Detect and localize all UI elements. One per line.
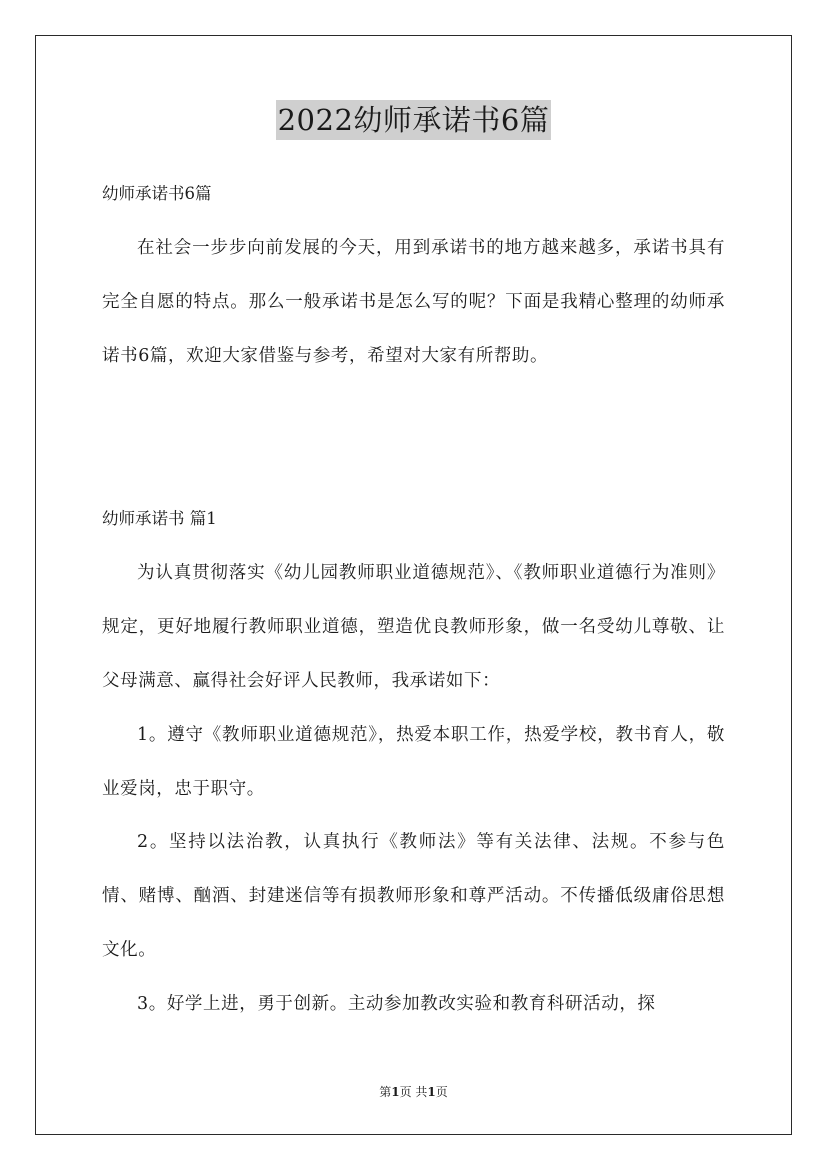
footer-total-pages: 1: [427, 1085, 436, 1099]
footer-page-suffix: 页: [435, 1085, 448, 1099]
body-paragraph: 1。遵守《教师职业道德规范》，热爱本职工作，热爱学校，教书育人，敬业爱岗，忠于职守。: [102, 725, 725, 799]
body-paragraph: 3。好学上进，勇于创新。主动参加教改实验和教育科研活动，探: [137, 994, 656, 1014]
document-title: [0, 100, 827, 140]
body-paragraph: 为认真贯彻落实《幼儿园教师职业道德规范》、《教师职业道德行为准则》规定，更好地履行教师职业道德，塑造优良教师形象，做一名受幼儿尊敬、让父母满意、赢得社会好评人民教师，我承诺如下：: [102, 563, 725, 691]
body-paragraph: 2。坚持以法治教，认真执行《教师法》等有关法律、法规。不参与色情、赌博、酗酒、封建迷信等有损教师形象和尊严活动。不传播低级庸俗思想文化。: [102, 832, 725, 960]
footer-page-mid: 页 共: [399, 1085, 428, 1099]
page-footer: [0, 1084, 827, 1100]
footer-page-prefix: 第: [379, 1085, 392, 1099]
document-title-text: 2022幼师承诺书6篇: [276, 100, 552, 140]
intro-paragraph: 在社会一步步向前发展的今天，用到承诺书的地方越来越多，承诺书具有完全自愿的特点。那么一般承诺书是怎么写的呢？下面是我精心整理的幼师承诺书6篇，欢迎大家借鉴与参考，希望对大家有所帮助。: [102, 238, 725, 366]
footer-page-number: 1: [391, 1085, 400, 1099]
intro-heading: 幼师承诺书6篇: [102, 184, 212, 203]
section-heading: 幼师承诺书 篇1: [102, 509, 217, 528]
